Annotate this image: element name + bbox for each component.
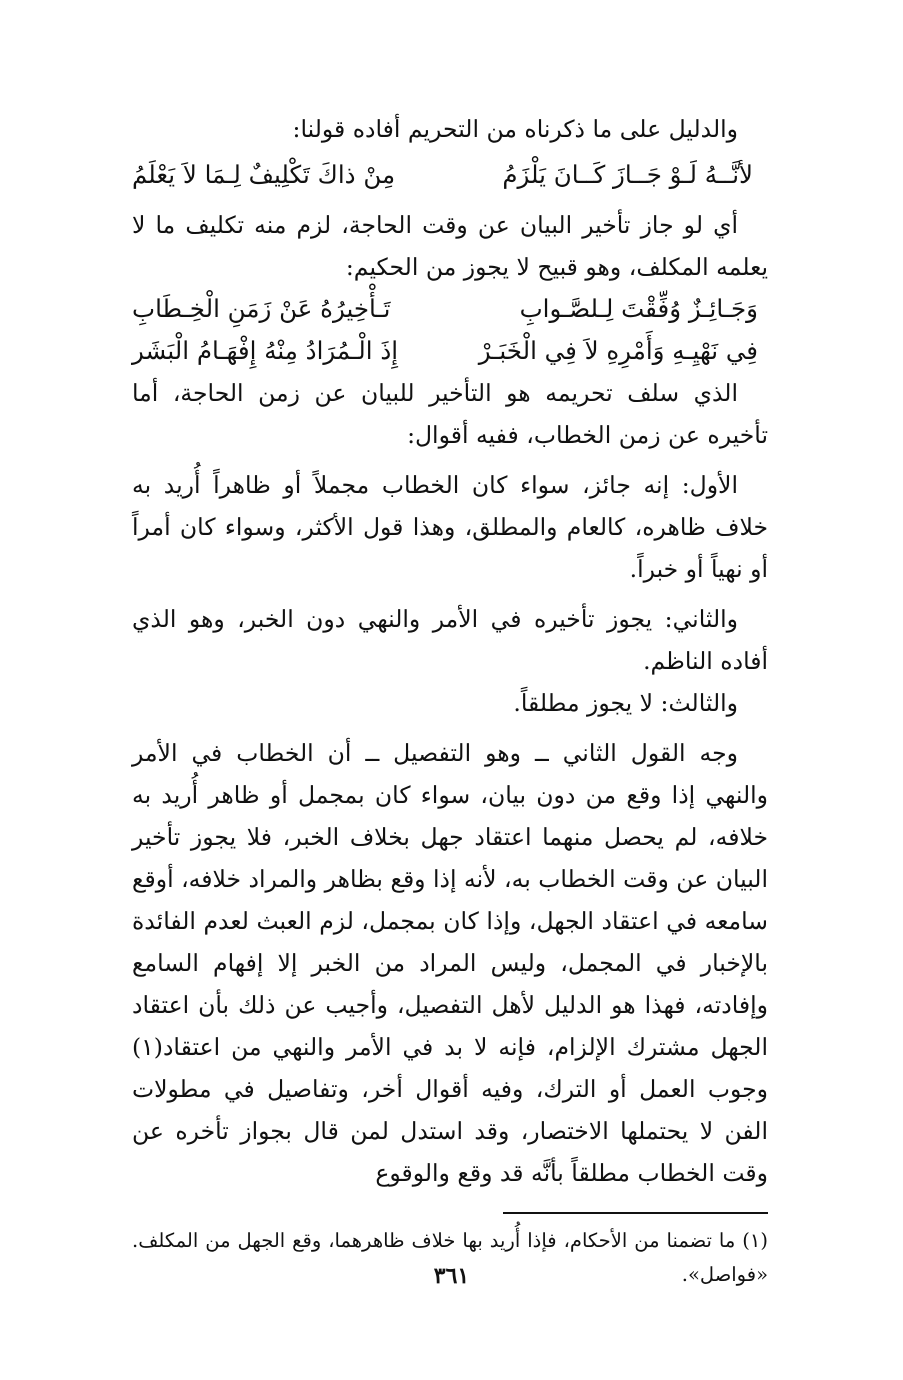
footnote-1: (١) ما تضمنا من الأحكام، فإذا أُريد بها خلاف ظاهرهما، وقع الجهل من المكلف. «فواصل». [132,1229,768,1286]
paragraph-first-opinion: الأول: إنه جائز، سواء كان الخطاب مجملاً أو ظاهراً أُريد به خلاف ظاهره، كالعام والمطلق، وهذا قول الأكثر، وسواء كان أمراً أو نهياً أو خبراً. [132,471,768,583]
verse-3-hemistich-1: فِي نَهْيِـهِ وَأَمْرِهِ لاَ فِي الْخَبَـرْ [478,336,758,365]
verse-1-hemistich-1: لأنَّــهُ لَـوْ جَــازَ كَــانَ يَلْزَمُ [502,160,753,189]
page-number: ٣٦١ [433,1263,470,1289]
paragraph-third-opinion: والثالث: لا يجوز مطلقاً. [513,689,738,717]
verse-1-hemistich-2: مِنْ ذاكَ تَكْلِيفٌ لِـمَا لاَ يَعْلَمُ [132,160,396,189]
paragraph-explanation-1: أي لو جاز تأخير البيان عن وقت الحاجة، لزم منه تكليف ما لا يعلمه المكلف، وهو قبيح لا يجوز من الحكيم: [132,211,768,281]
verse-line-2 [132,288,768,330]
verse-3-hemistich-2: إِذَ الْـمُرَادُ مِنْهُ إِفْهَـامُ الْبَشَر [132,336,399,365]
footnote-divider [503,1212,768,1214]
paragraph-intro: والدليل على ما ذكرناه من التحريم أفاده قولنا: [292,115,738,143]
verse-line-3 [132,330,768,372]
paragraph-argument: وجه القول الثاني ــ وهو التفصيل ــ أن الخطاب في الأمر والنهي إذا وقع من دون بيان، سواء كان بمجمل أو ظاهر أُريد به خلافه، لم يحصل منهما اعتقاد جهل بخلاف الخبر، فلا يجوز تأخير البيان عن وقت الخطاب به، لأنه إذا وقع بظاهر والمراد خلافه، أوقع سامعه في اعتقاد الجهل، وإذا كان بمجمل، لزم العبث لعدم الفائدة بالإخبار في المجمل، وليس المراد من الخبر إلا إفهام السامع وإفادته، فهذا هو الدليل لأهل التفصيل، وأجيب عن ذلك بأن اعتقاد الجهل مشترك الإلزام، فإنه لا بد في الأمر والنهي من اعتقاد(١) وجوب العمل أو الترك، وفيه أقوال أخر، وتفاصيل في مطولات الفن لا يحتملها الاختصار، وقد استدل لمن قال بجواز تأخره عن وقت الخطاب مطلقاً بأنَّه قد وقع والوقوع [132,739,768,1187]
paragraph-second-opinion: والثاني: يجوز تأخيره في الأمر والنهي دون الخبر، وهو الذي أفاده الناظم. [132,605,768,675]
paragraph-explanation-2: الذي سلف تحريمه هو التأخير للبيان عن زمن الحاجة، أما تأخيره عن زمن الخطاب، ففيه أقوال: [132,379,768,449]
verse-line-1 [132,154,768,196]
verse-2-hemistich-2: تَـأْخِيرُهُ عَنْ زَمَنِ الْخِـطَابِ [132,294,391,323]
verse-2-hemistich-1: وَجَـائِـزٌ وُفِّقْتَ لِـلصَّـوابِ [519,294,758,323]
